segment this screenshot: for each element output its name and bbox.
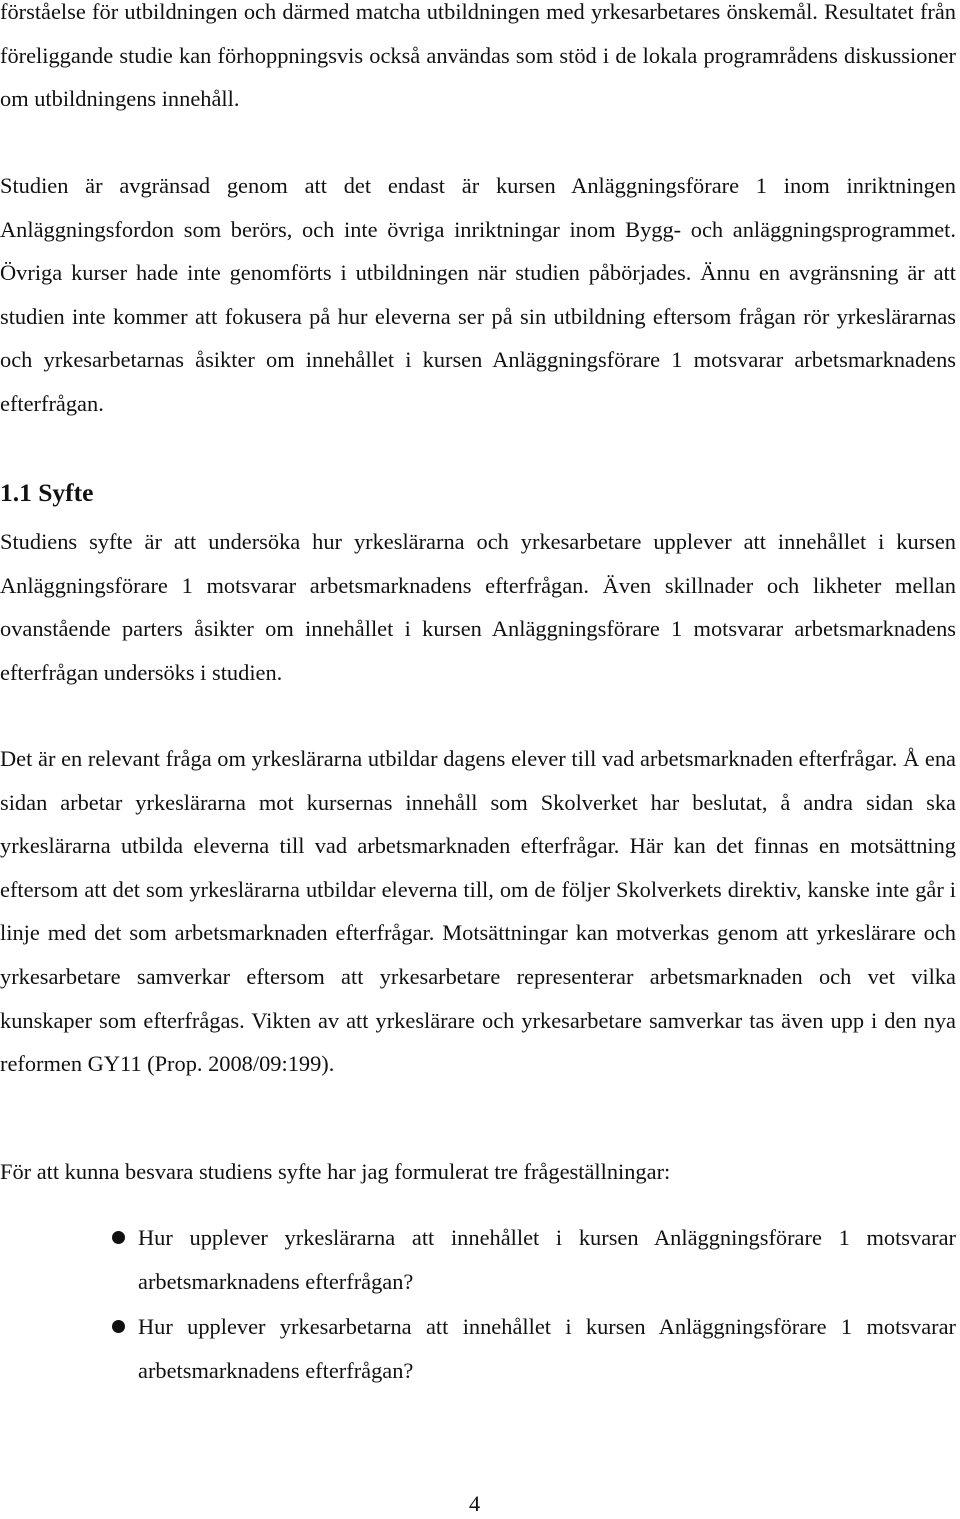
paragraph-research-questions-intro: För att kunna besvara studiens syfte har jag formulerat tre frågeställningar: [0, 1159, 671, 1184]
paragraph-aim: Studiens syfte är att undersöka hur yrkeslärarna och yrkesarbetare upplever att innehållet i kursen Anläggningsförare 1 motsvarar arbetsmarknadens efterfrågan. Även skillnader och likheter mellan ovanstående parters åsikter om innehållet i kursen Anläggningsförare 1 motsvarar arbetsmarknadens efterfrågan undersöks i studien. [0, 529, 956, 685]
research-question-1: Hur upplever yrkeslärarna att innehållet i kursen Anläggningsförare 1 motsvarar arbetsmarknadens efterfrågan? [138, 1225, 956, 1294]
section-heading-syfte: 1.1 Syfte [0, 478, 94, 507]
bullet-icon [112, 1231, 125, 1244]
research-question-2: Hur upplever yrkesarbetarna att innehållet i kursen Anläggningsförare 1 motsvarar arbetsmarknadens efterfrågan? [138, 1314, 956, 1383]
paragraph-delimitations: Studien är avgränsad genom att det endast är kursen Anläggningsförare 1 inom inriktningen Anläggningsfordon som berörs, och inte övriga inriktningar inom Bygg- och anläggningsprogrammet. Övriga kurser hade inte genomförts i utbildningen när studien påbörjades. Ännu en avgränsning är att studien inte kommer att fokusera på hur eleverna ser på sin utbildning eftersom frågan rör yrkeslärarnas och yrkesarbetarnas åsikter om innehållet i kursen Anläggningsförare 1 motsvarar arbetsmarknadens efterfrågan. [0, 173, 956, 416]
research-questions-list [0, 1216, 956, 1394]
paragraph-purpose-continuation: förståelse för utbildningen och därmed matcha utbildningen med yrkesarbetares önskemål. Resultatet från föreliggande studie kan förhoppningsvis också användas som stöd i de lokala programrådens diskussioner om utbildningens innehåll. [0, 0, 956, 112]
bullet-icon [112, 1320, 125, 1333]
list-item [0, 1305, 956, 1393]
paragraph-relevance: Det är en relevant fråga om yrkeslärarna utbildar dagens elever till vad arbetsmarknaden efterfrågar. Å ena sidan arbetar yrkeslärarna mot kursernas innehåll som Skolverket har beslutat, å andra sidan ska yrkeslärarna utbilda eleverna till vad arbetsmarknaden efterfrågar. Här kan det finnas en motsättning eftersom att det som yrkeslärarna utbildar eleverna till, om de följer Skolverkets direktiv, kanske inte går i linje med det som arbetsmarknaden efterfrågar. Motsättningar kan motverkas genom att yrkeslärare och yrkesarbetare samverkar eftersom att yrkesarbetare representerar arbetsmarknaden och vet vilka kunskaper som efterfrågas. Vikten av att yrkeslärare och yrkesarbetare samverkar tas även upp i den nya reformen GY11 (Prop. 2008/09:199). [0, 746, 956, 1077]
page-number: 4 [469, 1491, 481, 1516]
list-item [0, 1216, 956, 1304]
